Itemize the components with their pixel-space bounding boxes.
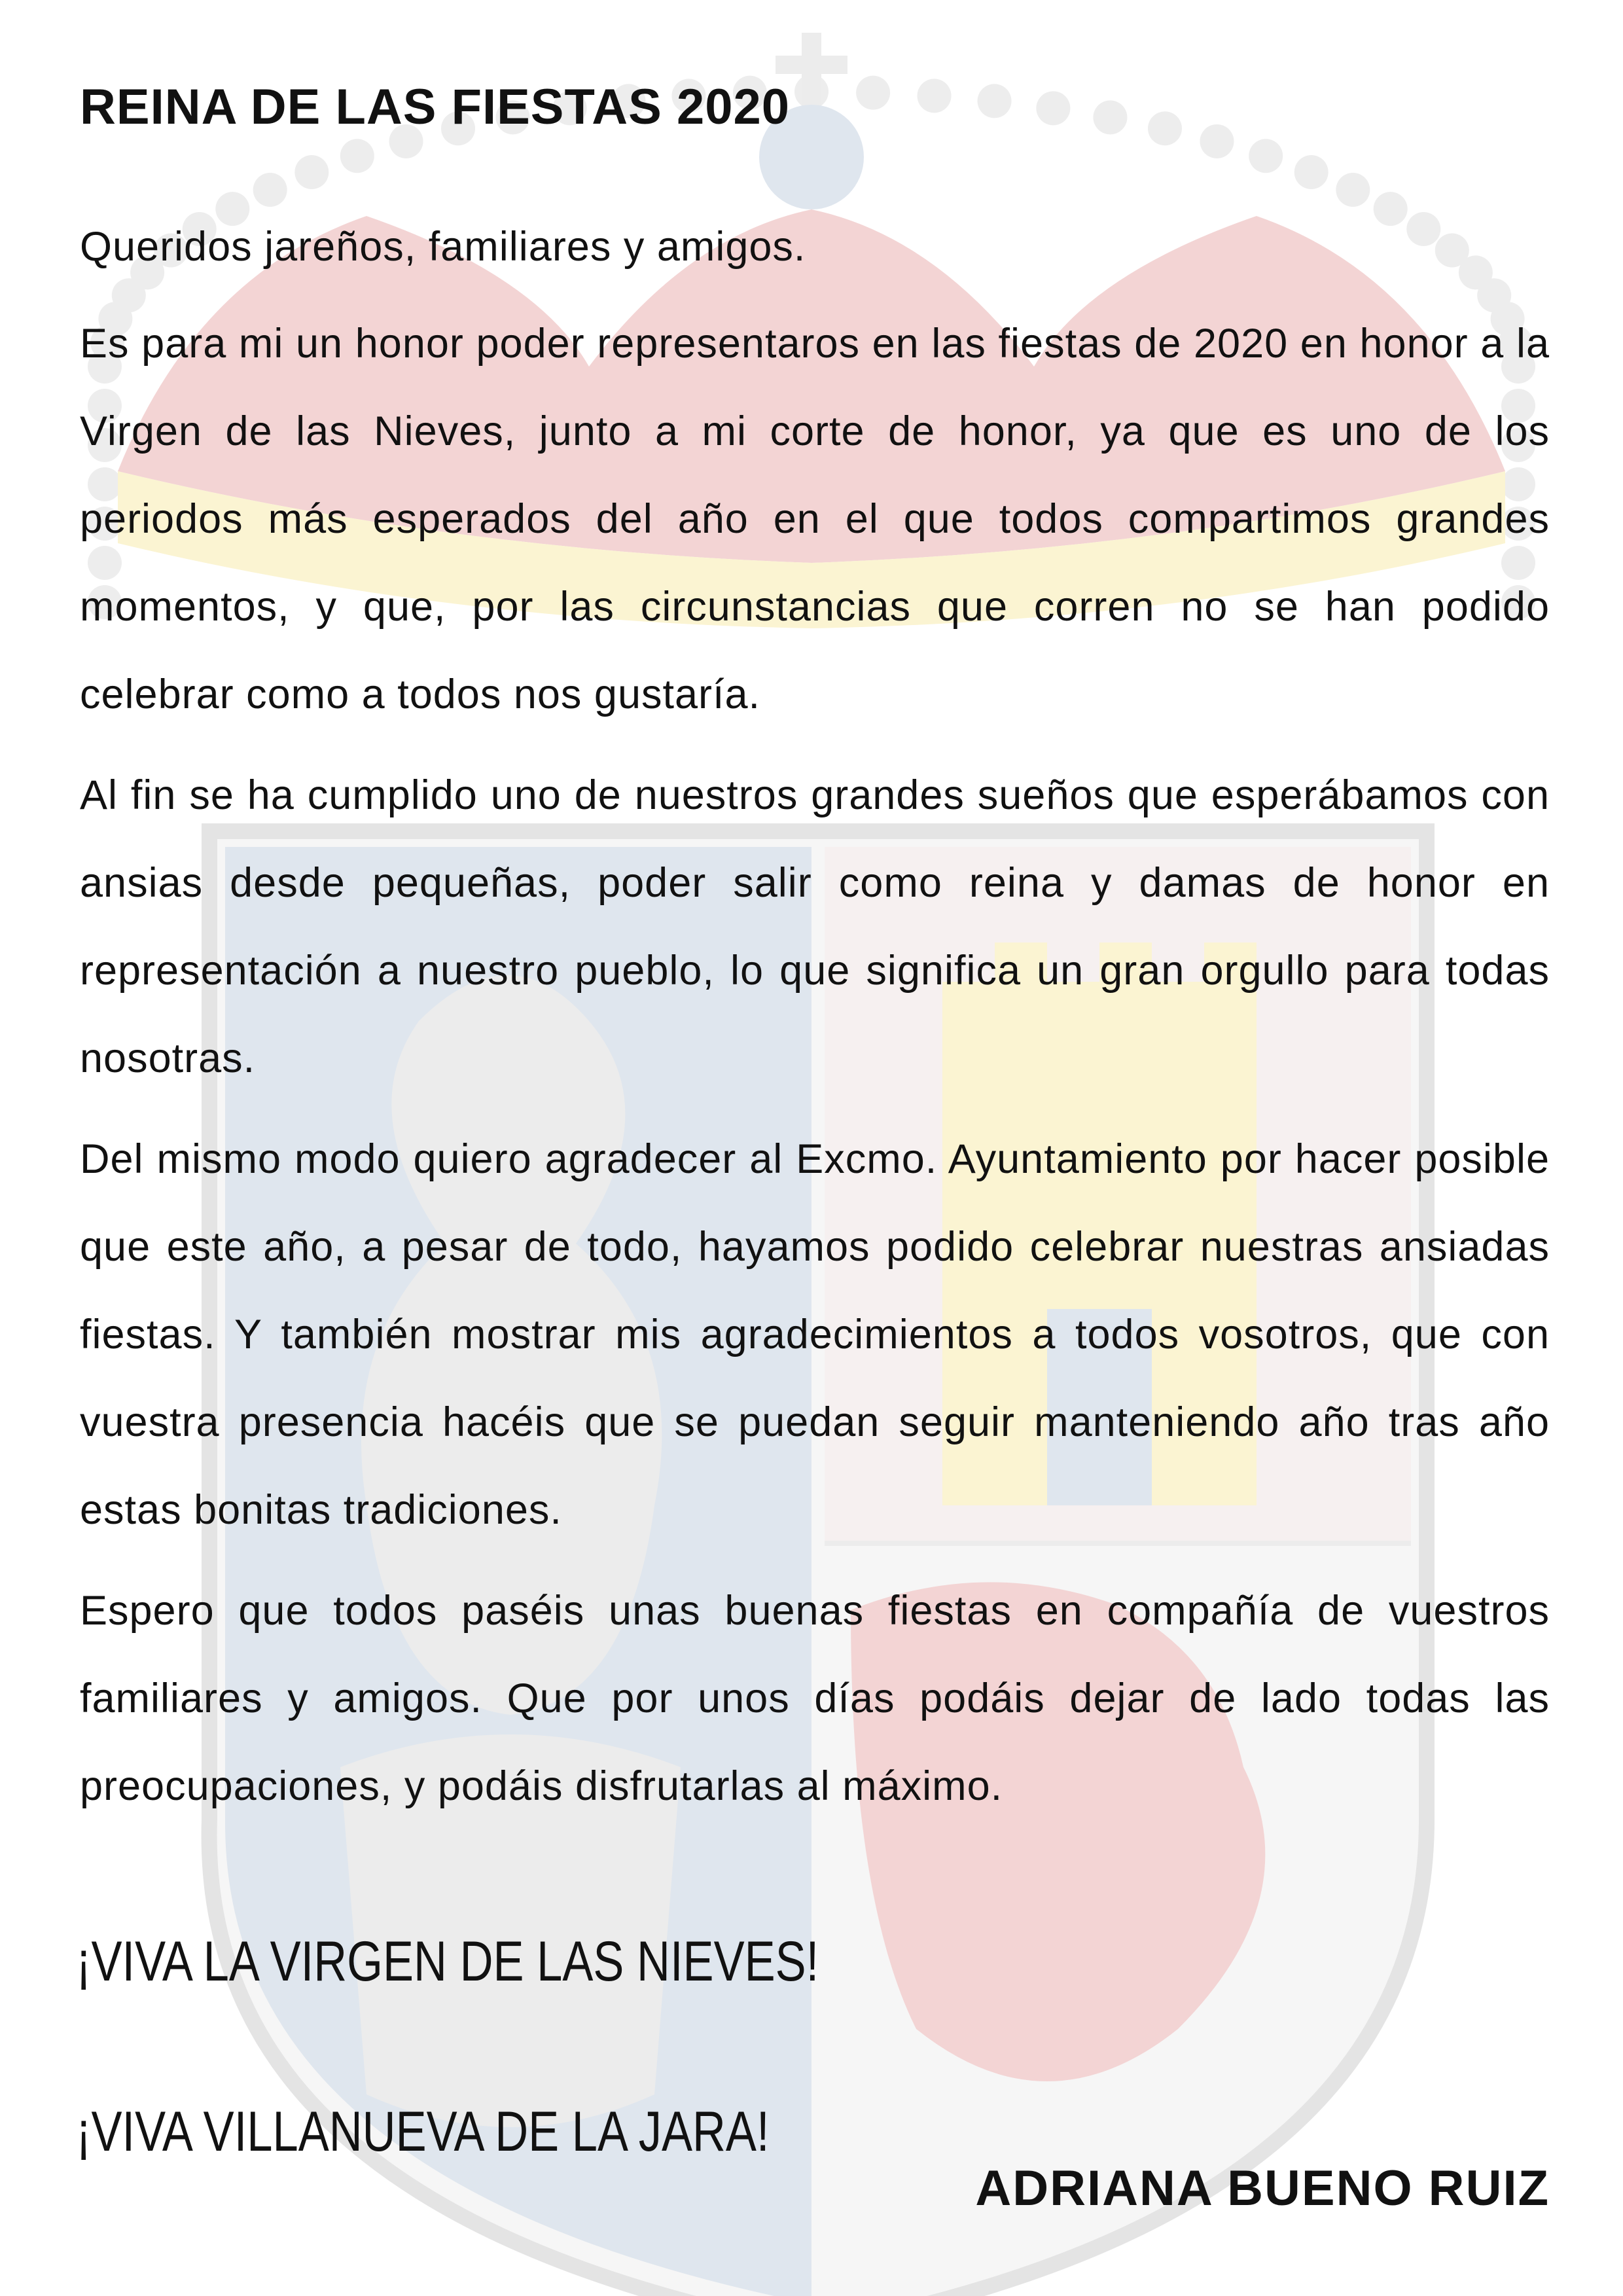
greeting-paragraph: Queridos jareños, familiares y amigos. [80, 224, 806, 270]
body-paragraph-4: Espero que todos paséis unas buenas fiestas en compañía de vuestros familiares y amigos. Que por unos días podáis dejar de lado todas las preocupaciones, y podáis disfrutarlas al máximo. [80, 1588, 1550, 1809]
body-paragraph-3: Del mismo modo quiero agradecer al Excmo. Ayuntamiento por hacer posible que este año, a pesar de todo, hayamos podido celebrar nuestras ansiadas fiestas. Y también mostrar mis agradecimientos a todos vosotros, que con vuestra presencia hacéis que se puedan seguir manteniendo año tras año estas bonitas tradiciones. [80, 1136, 1550, 1533]
signature: ADRIANA BUENO RUIZ [975, 2161, 1550, 2216]
body-paragraph-1: Es para mi un honor poder representaros en las fiestas de 2020 en honor a la Virgen de las Nieves, junto a mi corte de honor, ya que es uno de los periodos más esperados del año en el que todos compartimos grandes momentos, y que, por las circunstancias que corren no se han podido celebrar como a todos nos gustaría. [80, 321, 1550, 717]
letter-body [80, 203, 1550, 1843]
cheer-villanueva: ¡VIVA VILLANUEVA DE LA JARA! [76, 2100, 770, 2163]
cheer-virgen: ¡VIVA LA VIRGEN DE LAS NIEVES! [76, 1930, 819, 1993]
body-paragraph-2: Al fin se ha cumplido uno de nuestros grandes sueños que esperábamos con ansias desde pequeñas, poder salir como reina y damas de honor en representación a nuestro pueblo, lo que significa un gran orgullo para todas nosotras. [80, 772, 1550, 1081]
letter-title: REINA DE LAS FIESTAS 2020 [80, 79, 791, 135]
